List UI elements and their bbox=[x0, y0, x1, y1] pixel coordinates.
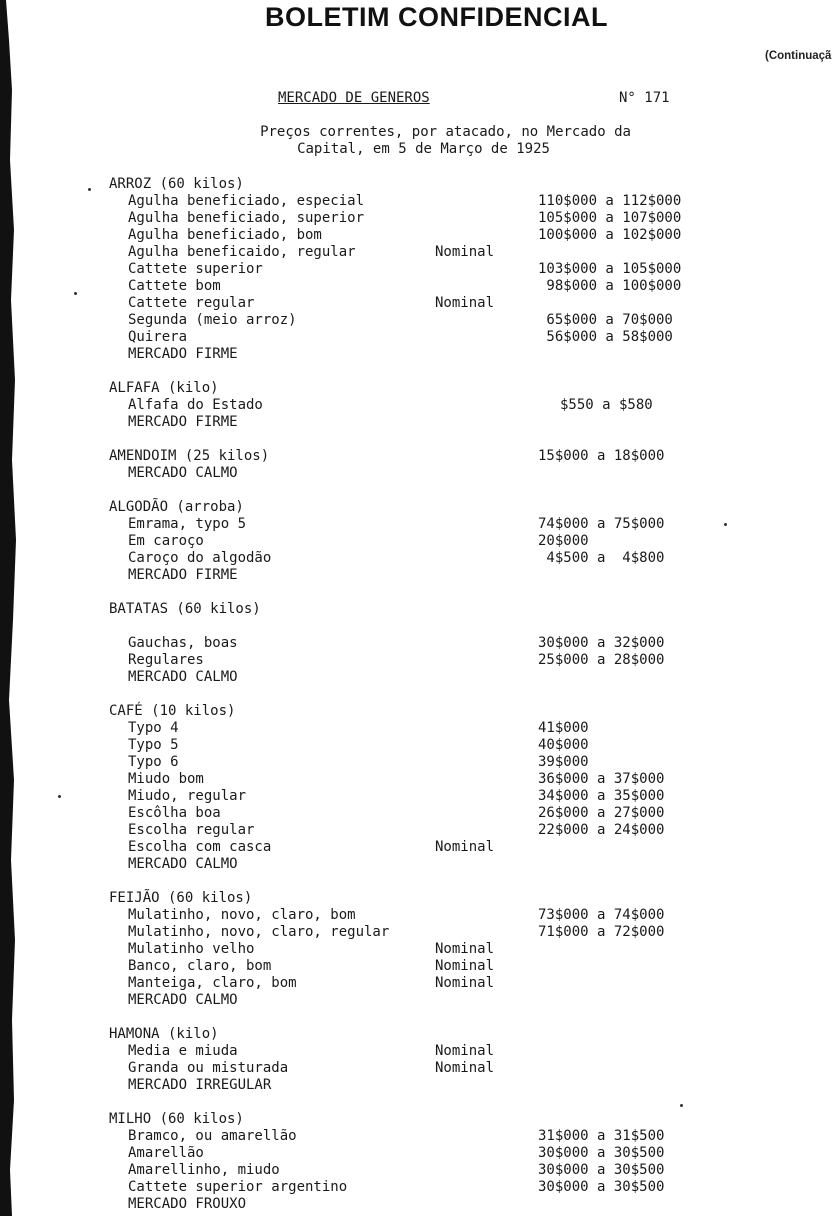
section-title-row bbox=[0, 601, 837, 618]
price-row bbox=[0, 1162, 837, 1179]
item-name: Banco, claro, bom bbox=[128, 958, 272, 974]
nominal-label: Nominal bbox=[435, 295, 495, 311]
price-row bbox=[0, 397, 837, 414]
price-row bbox=[0, 278, 837, 295]
item-name: Cattete bom bbox=[128, 278, 221, 294]
item-price: 40$000 bbox=[538, 737, 589, 753]
item-name: Typo 4 bbox=[128, 720, 179, 736]
item-price: 39$000 bbox=[538, 754, 589, 770]
price-row bbox=[0, 329, 837, 346]
item-price: 30$000 a 30$500 bbox=[538, 1145, 665, 1161]
market-status: MERCADO CALMO bbox=[128, 669, 238, 685]
price-row bbox=[0, 1128, 837, 1145]
commodity-section bbox=[0, 1111, 837, 1213]
commodity-section bbox=[0, 499, 837, 584]
price-row bbox=[0, 788, 837, 805]
section-title-row bbox=[0, 703, 837, 720]
market-status: MERCADO IRREGULAR bbox=[128, 1077, 272, 1093]
price-row bbox=[0, 635, 837, 652]
item-price: 20$000 bbox=[538, 533, 589, 549]
price-row bbox=[0, 737, 837, 754]
item-name: Escolha regular bbox=[128, 822, 255, 838]
item-name: Agulha beneficiado, especial bbox=[128, 193, 365, 209]
price-row bbox=[0, 839, 837, 856]
item-price: 34$000 a 35$000 bbox=[538, 788, 665, 804]
speck bbox=[88, 188, 91, 191]
item-price: 103$000 a 105$000 bbox=[538, 261, 682, 277]
section-title: ARROZ (60 kilos) bbox=[109, 176, 244, 192]
section-title-row bbox=[0, 176, 837, 193]
item-name: Miudo bom bbox=[128, 771, 204, 787]
market-status: MERCADO CALMO bbox=[128, 856, 238, 872]
price-subtitle bbox=[0, 124, 837, 158]
item-name: Agulha beneficiado, bom bbox=[128, 227, 322, 243]
item-name: Cattete superior argentino bbox=[128, 1179, 348, 1195]
item-name: Mulatinho, novo, claro, regular bbox=[128, 924, 390, 940]
item-price: 105$000 a 107$000 bbox=[538, 210, 682, 226]
item-name: Mulatinho, novo, claro, bom bbox=[128, 907, 356, 923]
item-price: 26$000 a 27$000 bbox=[538, 805, 665, 821]
item-name: Caroço do algodão bbox=[128, 550, 272, 566]
price-row bbox=[0, 516, 837, 533]
price-row bbox=[0, 771, 837, 788]
commodity-section bbox=[0, 448, 837, 482]
price-row bbox=[0, 958, 837, 975]
price-row bbox=[0, 822, 837, 839]
commodity-list bbox=[0, 176, 837, 1230]
item-name: Manteiga, claro, bom bbox=[128, 975, 297, 991]
section-title-row bbox=[0, 448, 837, 465]
price-row bbox=[0, 261, 837, 278]
item-price: 41$000 bbox=[538, 720, 589, 736]
commodity-section bbox=[0, 380, 837, 431]
item-name: Media e miuda bbox=[128, 1043, 238, 1059]
price-row bbox=[0, 312, 837, 329]
item-price: 4$500 a 4$800 bbox=[538, 550, 665, 566]
item-price: 71$000 a 72$000 bbox=[538, 924, 665, 940]
section-title-row bbox=[0, 1111, 837, 1128]
item-price: 73$000 a 74$000 bbox=[538, 907, 665, 923]
price-row bbox=[0, 975, 837, 992]
item-price: 56$000 a 58$000 bbox=[538, 329, 673, 345]
price-row bbox=[0, 210, 837, 227]
section-title: FEIJÃO (60 kilos) bbox=[109, 890, 253, 906]
market-status: MERCADO CALMO bbox=[128, 992, 238, 1008]
speck bbox=[74, 292, 77, 295]
nominal-label: Nominal bbox=[435, 1043, 495, 1059]
item-name: Escolha com casca bbox=[128, 839, 272, 855]
item-name: Agulha beneficaido, regular bbox=[128, 244, 356, 260]
continued-label: (Continuaçã bbox=[765, 50, 832, 62]
item-name: Escôlha boa bbox=[128, 805, 221, 821]
item-name: Amarellinho, miudo bbox=[128, 1162, 280, 1178]
price-row bbox=[0, 907, 837, 924]
commodity-section bbox=[0, 176, 837, 363]
nominal-label: Nominal bbox=[435, 975, 495, 991]
item-price: 110$000 a 112$000 bbox=[538, 193, 682, 209]
item-price: 30$000 a 30$500 bbox=[538, 1179, 665, 1195]
price-row bbox=[0, 533, 837, 550]
commodity-section bbox=[0, 601, 837, 686]
commodity-section bbox=[0, 890, 837, 1009]
item-price: 100$000 a 102$000 bbox=[538, 227, 682, 243]
price-row bbox=[0, 295, 837, 312]
nominal-label: Nominal bbox=[435, 1060, 495, 1076]
section-title-row bbox=[0, 890, 837, 907]
subtitle-line-1: Preços correntes, por atacado, no Mercado da bbox=[260, 124, 631, 140]
item-name: Miudo, regular bbox=[128, 788, 247, 804]
section-title: AMENDOIM (25 kilos) bbox=[109, 448, 270, 464]
price-row bbox=[0, 805, 837, 822]
item-name: Quirera bbox=[128, 329, 188, 345]
speck bbox=[680, 1104, 683, 1107]
price-row bbox=[0, 754, 837, 771]
price-row bbox=[0, 227, 837, 244]
market-title: MERCADO DE GENEROS bbox=[278, 90, 430, 106]
item-name: Agulha beneficiado, superior bbox=[128, 210, 365, 226]
price-row bbox=[0, 941, 837, 958]
item-price: 25$000 a 28$000 bbox=[538, 652, 665, 668]
section-title: CAFÉ (10 kilos) bbox=[109, 703, 236, 719]
item-price: 65$000 a 70$000 bbox=[538, 312, 673, 328]
item-price: 22$000 a 24$000 bbox=[538, 822, 665, 838]
item-name: Em caroço bbox=[128, 533, 204, 549]
item-name: Granda ou misturada bbox=[128, 1060, 289, 1076]
section-title: MILHO (60 kilos) bbox=[109, 1111, 244, 1127]
nominal-label: Nominal bbox=[435, 839, 495, 855]
subtitle-line-2: Capital, em 5 de Março de 1925 bbox=[297, 141, 550, 157]
item-name: Cattete regular bbox=[128, 295, 255, 311]
section-title: ALGODÃO (arroba) bbox=[109, 499, 244, 515]
item-price: 74$000 a 75$000 bbox=[538, 516, 665, 532]
market-status: MERCADO CALMO bbox=[128, 465, 238, 481]
item-name: Emrama, typo 5 bbox=[128, 516, 247, 532]
bulletin-number: N° 171 bbox=[619, 90, 670, 106]
nominal-label: Nominal bbox=[435, 244, 495, 260]
section-title-row bbox=[0, 499, 837, 516]
item-name: Typo 6 bbox=[128, 754, 179, 770]
item-name: Gauchas, boas bbox=[128, 635, 238, 651]
section-title: HAMONA (kilo) bbox=[109, 1026, 219, 1042]
speck bbox=[724, 523, 727, 526]
price-row bbox=[0, 1043, 837, 1060]
nominal-label: Nominal bbox=[435, 941, 495, 957]
market-status: MERCADO FROUXO bbox=[128, 1196, 247, 1212]
price-row bbox=[0, 652, 837, 669]
item-name: Regulares bbox=[128, 652, 204, 668]
section-title-row bbox=[0, 1026, 837, 1043]
section-title-row bbox=[0, 380, 837, 397]
item-price: 98$000 a 100$000 bbox=[538, 278, 682, 294]
item-name: Bramco, ou amarellão bbox=[128, 1128, 297, 1144]
commodity-section bbox=[0, 1026, 837, 1094]
item-name: Alfafa do Estado bbox=[128, 397, 263, 413]
item-name: Segunda (meio arroz) bbox=[128, 312, 297, 328]
market-status: MERCADO FIRME bbox=[128, 414, 238, 430]
item-price: 31$000 a 31$500 bbox=[538, 1128, 665, 1144]
section-title: ALFAFA (kilo) bbox=[109, 380, 219, 396]
market-status: MERCADO FIRME bbox=[128, 567, 238, 583]
price-row bbox=[0, 1179, 837, 1196]
item-price: 30$000 a 32$000 bbox=[538, 635, 665, 651]
section-price: 15$000 a 18$000 bbox=[538, 448, 665, 464]
price-row bbox=[0, 193, 837, 210]
speck bbox=[58, 795, 61, 798]
item-price: 30$000 a 30$500 bbox=[538, 1162, 665, 1178]
price-row bbox=[0, 720, 837, 737]
price-row bbox=[0, 550, 837, 567]
nominal-label: Nominal bbox=[435, 958, 495, 974]
price-row bbox=[0, 244, 837, 261]
item-name: Amarellão bbox=[128, 1145, 204, 1161]
item-name: Cattete superior bbox=[128, 261, 263, 277]
price-row bbox=[0, 1145, 837, 1162]
item-price: 36$000 a 37$000 bbox=[538, 771, 665, 787]
item-price: $550 a $580 bbox=[560, 397, 653, 413]
bulletin-title: BOLETIM CONFIDENCIAL bbox=[265, 2, 608, 32]
market-status: MERCADO FIRME bbox=[128, 346, 238, 362]
item-name: Mulatinho velho bbox=[128, 941, 255, 957]
price-row bbox=[0, 924, 837, 941]
price-row bbox=[0, 618, 837, 635]
section-title: BATATAS (60 kilos) bbox=[109, 601, 261, 617]
price-row bbox=[0, 1060, 837, 1077]
item-name: Typo 5 bbox=[128, 737, 179, 753]
commodity-section bbox=[0, 703, 837, 873]
